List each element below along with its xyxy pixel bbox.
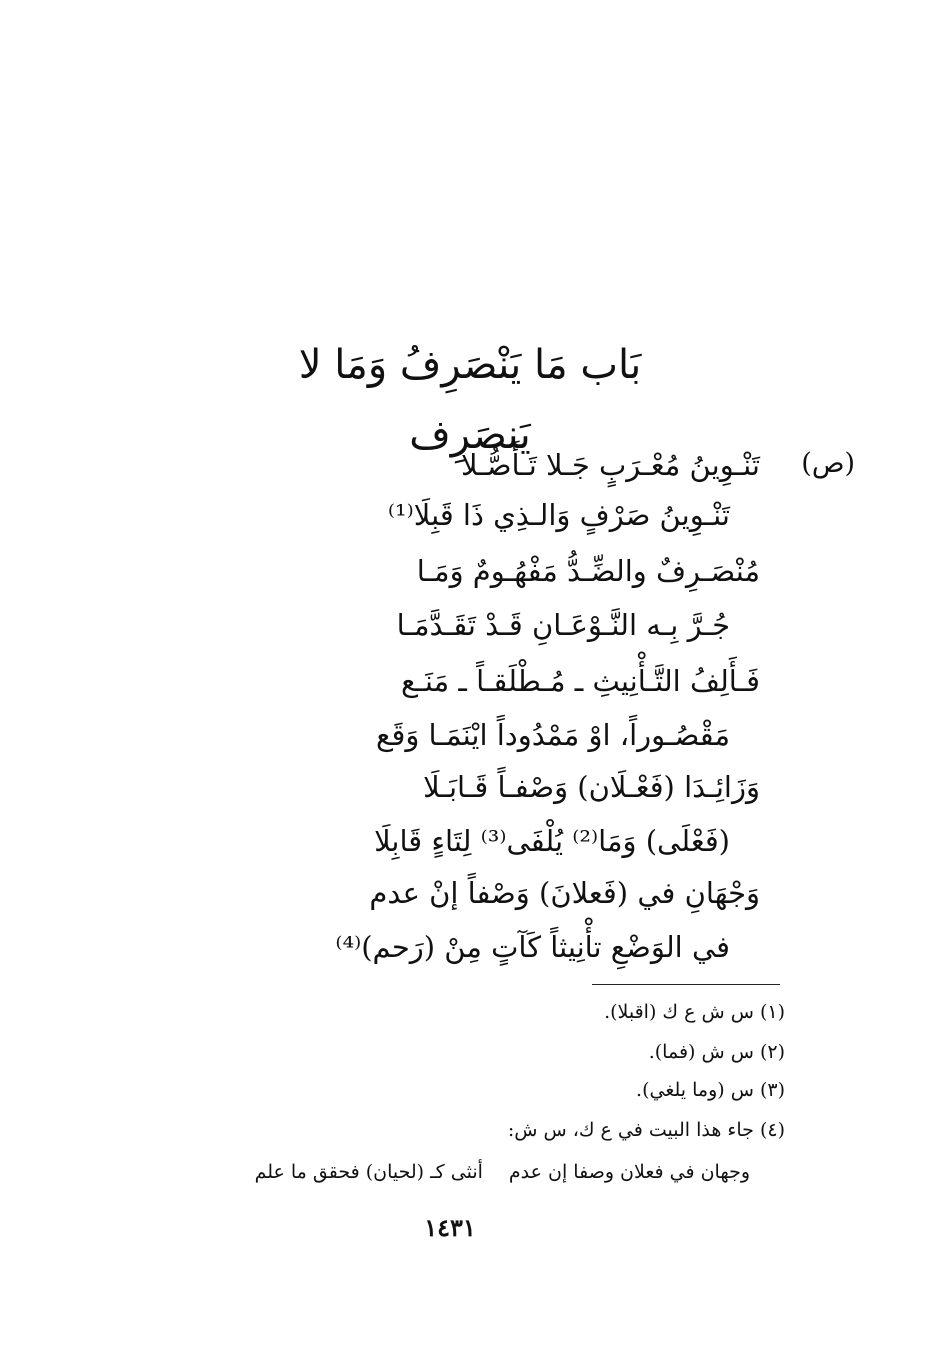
verse-line: مَقْصُـوراً، اوْ مَمْدُوداً ايْنَمَـا وَقَع	[376, 718, 730, 752]
verse-line: جُـرَّ بِـه النَّـوْعَـانِ قَـدْ تَقَـدَّمَـا	[396, 608, 730, 642]
footnote-divider	[592, 984, 780, 985]
verse-line: فَـأَلِفُ التَّـأْنِيثِ ـ مُـطْلَقـاً ـ مَنَـع	[400, 664, 760, 698]
verse-line: مُنْصَـرِفٌ والضِّـدُّ مَفْهُـومٌ وَمَـا	[416, 554, 760, 588]
verse-line: وَزَائِـدَا (فَعْـلَان) وَصْفـاً قَـابَـلَا	[423, 770, 760, 804]
verse-line: تَنْـوِينُ صَرْفٍ وَالـذِي ذَا قَبِلَا⁽¹⁾	[387, 498, 730, 532]
chapter-title: بَاب مَا يَنْصَرِفُ وَمَا لا يَنصَرِف	[298, 342, 642, 458]
footnote: (٤) جاء هذا البيت في ع ك، س ش:	[507, 1119, 785, 1141]
footnote: (١) س ش ع ك (اقبلا).	[604, 1001, 785, 1023]
footnote-verse-second-hemistich: أنثى كـ (لحيان) فحقق ما علم	[254, 1161, 483, 1183]
page-number: ١٤٣١	[424, 1213, 476, 1242]
verse-line: (فَعْلَى) وَمَا⁽²⁾ يُلْفَى⁽³⁾ لِتَاءٍ قَابِلَا	[374, 824, 730, 858]
verse-line: تَنْـوِينُ مُعْـرَبٍ جَـلا تَـأَصُّـلا	[461, 448, 760, 482]
footnote: (٢) س ش (فما).	[648, 1041, 785, 1063]
footnote-verse	[110, 1158, 750, 1186]
footnote: (٣) س (وما يلغي).	[636, 1079, 785, 1101]
text-marker: (ص)	[801, 448, 855, 479]
verse-line: وَجْهَانِ في (فَعلانَ) وَصْفاً إنْ عدم	[369, 876, 760, 910]
verse-line: في الوَضْعِ تأْنِيثاً كَآتٍ مِنْ (رَحم)⁽⁴⁾	[335, 930, 730, 964]
footnote-verse-first-hemistich: وجهان في فعلان وصفا إن عدم	[508, 1161, 750, 1183]
